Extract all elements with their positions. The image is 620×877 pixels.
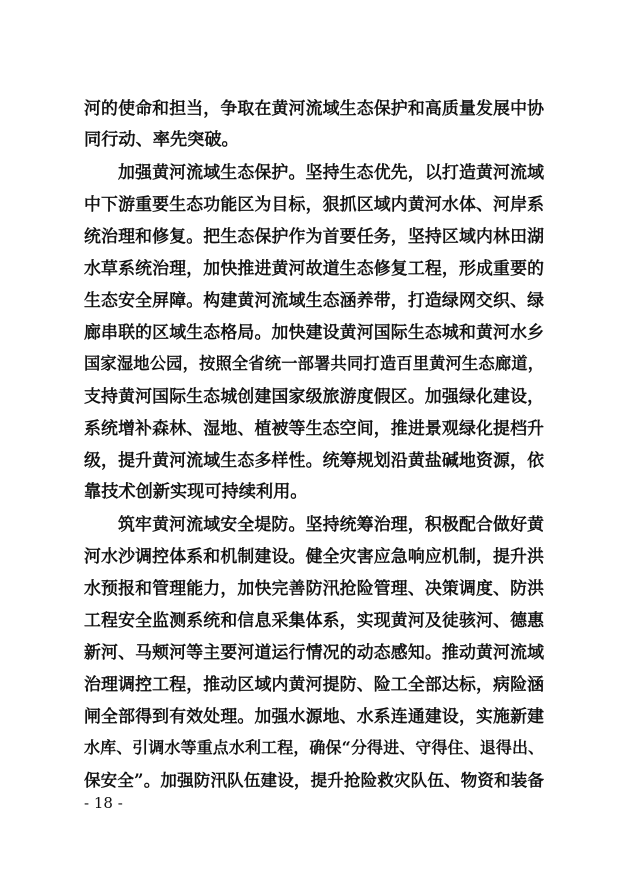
text-line: 系统增补森林、湿地、植被等生态空间，推进景观绿化提档升 [84,418,544,438]
text-line: 级，提升黄河流域生态多样性。统筹规划沿黄盐碱地资源，依 [84,450,544,470]
text-line: 生态安全屏障。构建黄河流域生态涵养带，打造绿网交织、绿 [84,290,544,310]
text-line: 工程安全监测系统和信息采集体系，实现黄河及徒骇河、德惠 [84,610,544,630]
text-line: 水草系统治理，加快推进黄河故道生态修复工程，形成重要的 [84,258,544,278]
text-line: 水预报和管理能力，加快完善防汛抢险管理、决策调度、防洪 [84,578,544,598]
text-line: 同行动、率先突破。 [84,130,239,150]
text-line: 国家湿地公园，按照全省统一部署共同打造百里黄河生态廊道， [84,354,544,373]
text-line: 统治理和修复。把生态保护作为首要任务，坚持区域内林田湖 [84,226,544,246]
paragraph-heading-line: 加强黄河流域生态保护。坚持生态优先，以打造黄河流域 [118,162,544,182]
text-line: 支持黄河国际生态城创建国家级旅游度假区。加强绿化建设， [84,386,544,406]
body-text [84,92,544,796]
text-line: 河水沙调控体系和机制建设。健全灾害应急响应机制，提升洪 [84,546,544,566]
text-line: 水库、引调水等重点水利工程，确保“分得进、守得住、退得出、 [84,738,544,757]
text-line: 河的使命和担当，争取在黄河流域生态保护和高质量发展中协 [84,98,544,118]
text-line: 治理调控工程，推动区域内黄河提防、险工全部达标，病险涵 [84,674,544,694]
page-number: - 18 - [84,794,123,812]
text-line: 廊串联的区域生态格局。加快建设黄河国际生态城和黄河水乡 [84,322,544,342]
text-line: 新河、马颊河等主要河道运行情况的动态感知。推动黄河流域 [84,642,544,662]
text-line: 闸全部得到有效处理。加强水源地、水系连通建设，实施新建 [84,706,544,726]
paragraph-heading-line: 筑牢黄河流域安全堤防。坚持统筹治理，积极配合做好黄 [118,514,544,534]
text-line: 保安全”。加强防汛队伍建设，提升抢险救灾队伍、物资和装备 [84,770,544,790]
text-line: 中下游重要生态功能区为目标，狠抓区域内黄河水体、河岸系 [84,194,544,214]
text-line: 靠技术创新实现可持续利用。 [84,482,308,502]
